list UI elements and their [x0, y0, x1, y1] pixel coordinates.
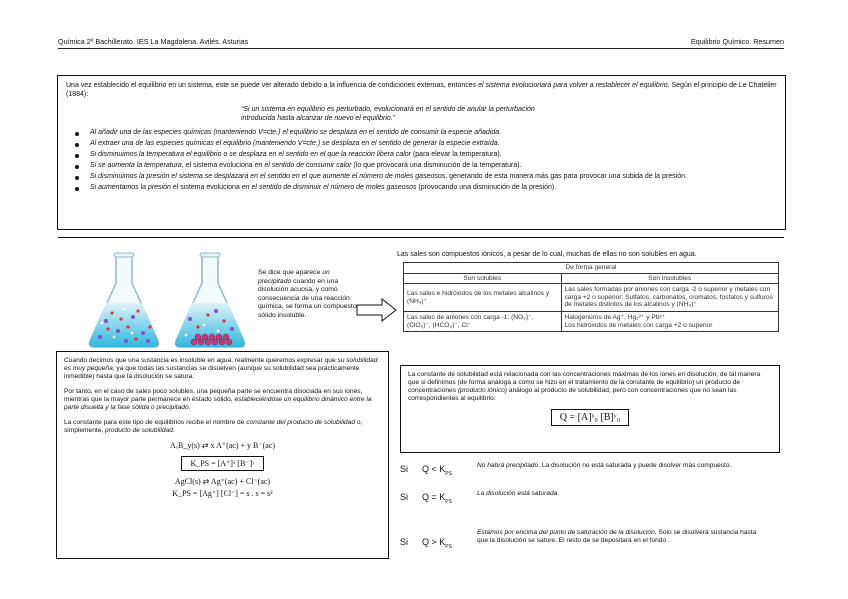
precipitate-italic: un precipitado: [258, 269, 330, 285]
section-separator: [58, 237, 784, 238]
insoluble-paragraph-1: [64, 357, 381, 381]
bullet-italic-2: en el sentido de disminuir el número de moles gaseosos: [241, 184, 417, 191]
table-cell: Halogenuros de Ag⁺, Hg₂²⁺ y Pb²⁺ Los hidróxidos de metales con carga +2 o superior: [561, 311, 779, 331]
bullet-text: el sistema evoluciona: [170, 184, 242, 191]
condition-description: [477, 462, 747, 470]
p2-text: Por tanto, en el caso de sales poco solubles, una pequeña parte se encuentra disociada en sus iones, mientras que la mayor parte permanece en estado sólido,: [64, 388, 363, 403]
condition-italic: La disolución está saturada: [477, 490, 558, 497]
intro-paragraph: [66, 82, 778, 99]
bullet-italic: Si disminuimos la temperatura el equilibrio o se desplaza en el sentido en el que la reacción libera calor: [90, 151, 412, 158]
kps-text-2: análogo al producto de solubilidad, pero con concentraciones que: [506, 387, 703, 394]
bullet-text: , el sistema evoluciona: [181, 162, 255, 169]
bullet-item: [90, 140, 778, 148]
col-insoluble-header: Son insolubles: [561, 273, 779, 284]
bullet-text: .: [497, 140, 500, 147]
bullet-italic: Si disminuimos la presión el sistema se desplazará en el sentido en el que aumente el número de moles gaseosos: [90, 173, 446, 180]
bullet-text: , generando de esta manera más gas para provocar una subida de la presión.: [445, 173, 687, 180]
insolubility-box: [56, 351, 389, 559]
table-cell: Las sales formadas por aniones con carga -2 o superior y metales con carga +2 o superior: Sulfatos, carbonatos, cromatos, fosfatos y sulfuros de metales distintos de los alcalinos y (NH₄)⁺: [561, 284, 779, 312]
solubility-table: [403, 262, 779, 332]
arrow-right-icon: [356, 298, 398, 322]
precipitate-definition: [258, 269, 363, 320]
kps-italic: (producto iónico): [457, 387, 507, 394]
si-label: Si: [400, 492, 409, 502]
bullet-text-2: (lo que provocará una disminución de la temperatura).: [351, 162, 522, 169]
intro-text-2: . Según el principio de Le Chatelier (1884):: [66, 82, 777, 98]
condition-italic: No habrá precipitado: [477, 462, 539, 469]
insoluble-paragraph-2: [64, 388, 381, 412]
header-left: Química 2º Bachillerato. IES La Magdalena. Avilés. Asturias: [58, 37, 249, 46]
p1-text: Cuando decimos que una sustancia es insoluble en agua, realmente queremos expresar que: [64, 357, 338, 364]
le-chatelier-box: [57, 75, 786, 230]
intro-italic: el sistema evolucionará para volver a restablecer el equilibrio: [478, 82, 668, 89]
condition-italic: Estamos por encima del punto de saturación de la disolución: [477, 529, 655, 536]
flask-left-icon: [90, 253, 159, 347]
condition-description: [477, 529, 767, 545]
expr-sub: PS: [445, 470, 452, 477]
ionic-product-box: [400, 365, 780, 453]
bullet-item: [90, 129, 778, 137]
bullet-italic: Al extraer una de las especies químicas el equilibrio (manteniendo V=cte.) se desplaza en el sentido de generar la especie extraída: [90, 140, 498, 147]
salts-intro: Las sales son compuestos iónicos, a pesar de lo cual, muchas de ellas no son solubles en agua.: [397, 251, 697, 258]
table-cell: Las sales de aniones con carga -1: (NO₃)⁻, (ClO₃)⁻, (HCO₃)⁻, Cl⁻: [404, 311, 562, 331]
kps-text: La constante de solubilidad está relacionada con las concentraciones máximas de los iones en disolución, de tal manera que si definimos (de forma análoga a como se hizo en el tratamiento de la constante de equilibrio) un producto de concentraciones: [408, 371, 761, 394]
col-soluble-header: Son solubles: [404, 273, 562, 284]
kps-italic-2: no: [702, 387, 711, 394]
condition-description: [477, 490, 747, 498]
flasks-illustration: [88, 251, 250, 349]
p1-italic: su solubilidad es muy pequeña: [64, 357, 378, 372]
p1-text-2: , ya que todas las sustancias se disuelven (aunque su solubilidad sea prácticamente inmedible) hasta que la disolución se satura.: [64, 365, 360, 380]
kps-general-formula: K_PS = [A⁺]ˣ [B⁻]ʸ: [181, 456, 263, 471]
bullet-item: [90, 184, 778, 192]
bullet-item: [90, 162, 778, 170]
equilibrium-equation-1: AₓB_y(s) ⇄ x A⁺(ac) + y B⁻(ac): [169, 441, 276, 450]
flask-right-icon: [176, 253, 245, 347]
expr-text: Q > K: [422, 537, 446, 547]
condition-expression: [422, 464, 452, 477]
condition-text: . La disolución no está saturada y puede disolver más compuesto.: [538, 462, 732, 469]
p3-italic-2: producto de solubilidad:: [105, 427, 175, 434]
bullet-text: .: [499, 129, 502, 136]
p3-text: La constante para este tipo de equilibrios recibe el nombre de: [64, 419, 247, 426]
ionic-product-formula: Q = [A]ˣ₀ [B]ʸ₀: [551, 409, 629, 426]
condition-expression: [422, 492, 452, 505]
expr-sub: PS: [445, 543, 452, 550]
bullet-italic: Al añadir una de las especies químicas (manteniendo V=cte.) el equilibrio se desplaza en el sentido de consumir la especie añadida: [90, 129, 500, 136]
p3-italic: constante del producto de solubilidad: [246, 419, 356, 426]
kps-agcl-formula: K_PS = [Ag⁺] [Cl⁻] = s . s = s²: [172, 489, 273, 498]
precipitate-text: Se dice que aparece: [258, 269, 323, 276]
intro-text: Una vez establecido el equilibrio en un sistema, este se puede ver alterado debido a la influencia de condiciones externas, entonces: [66, 82, 479, 89]
le-chatelier-quote: “Si un sistema en equilibrio es perturbado, evolucionará en el sentido de anular la perturbación introducida hasta alcanzar de nuevo el equilibrio.”: [241, 106, 535, 122]
header-right: Equilibrio Químico. Resumen: [690, 37, 784, 46]
bullet-text-2: (provocando una disminución de la presión).: [416, 184, 557, 191]
table-cell: Las sales e hidróxidos de los metales alcalinos y (NH₄)⁺: [404, 284, 562, 312]
ionic-product-text: [408, 371, 772, 403]
condition-text: .: [557, 490, 560, 497]
expr-text: Q < K: [422, 464, 446, 474]
p3-text-2: o, simplemente,: [64, 419, 363, 434]
table-title: De forma general: [404, 263, 779, 274]
p2-italic: estableciéndose un equilibrio dinámico entre la parte disuelta y la fase sólida o precipitado: [64, 396, 372, 411]
kps-text-3: sean las correspondientes al equilibrio:: [408, 387, 737, 402]
si-label: Si: [400, 464, 409, 474]
equilibrium-equation-2: AgCl(s) ⇄ Ag⁺(ac) + Cl⁻(ac): [174, 477, 271, 486]
bullet-italic: Si aumentamos la presión: [90, 184, 171, 191]
bullet-list: [66, 129, 778, 192]
bullet-italic-2: en el sentido de consumir calor: [254, 162, 352, 169]
header-rule: [58, 48, 784, 49]
expr-sub: PS: [445, 498, 452, 505]
bullet-italic: Si se aumenta la temperatura: [90, 162, 182, 169]
expr-text: Q = K: [422, 492, 446, 502]
precipitate-text-2: cuando en una disolución acuosa, y como consecuencia de una reacción química, se forma un compuesto sólido insoluble.: [258, 277, 357, 319]
condition-text: . Solo se disolverá sustancia hasta que la disolución se sature. El resto de se depositará en el fondo .: [477, 529, 757, 544]
bullet-item: [90, 173, 778, 181]
condition-expression: [422, 537, 452, 550]
si-label: Si: [400, 537, 409, 547]
bullet-text: (para elevar la temperatura).: [411, 151, 502, 158]
insoluble-paragraph-3: [64, 419, 381, 435]
p2-text-2: .: [188, 404, 191, 411]
bullet-item: [90, 151, 778, 159]
